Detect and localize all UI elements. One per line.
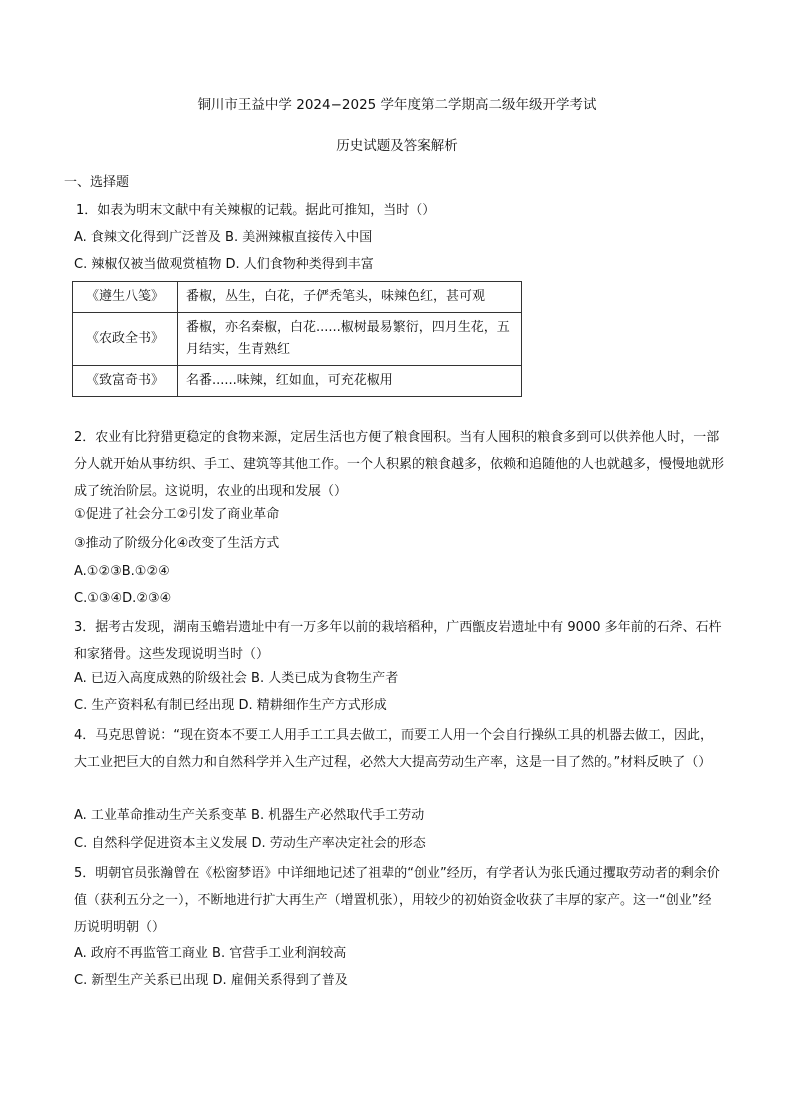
q2-options-cd: C.①③④D.②③④ <box>74 591 172 606</box>
table-cell-text: 番椒，亦名秦椒，白花......椒树最易繁衍，四月生花，五月结实，生青熟红 <box>178 313 522 366</box>
table-row <box>73 282 522 313</box>
table-cell-book: 《遵生八笺》 <box>73 282 178 313</box>
q4-options-ab: A. 工业革命推动生产关系变革 B. 机器生产必然取代手工劳动 <box>74 808 425 823</box>
table-cell-book: 《致富奇书》 <box>73 366 178 397</box>
q4-options-cd: C. 自然科学促进资本主义发展 D. 劳动生产率决定社会的形态 <box>74 836 426 851</box>
q1-options-cd: C. 辣椒仅被当做观赏植物 D. 人们食物种类得到丰富 <box>74 257 374 272</box>
table-cell-text: 名番......味辣，红如血，可充花椒用 <box>178 366 522 397</box>
q1-options-ab: A. 食辣文化得到广泛普及 B. 美洲辣椒直接传入中国 <box>74 230 373 245</box>
section-heading: 一、选择题 <box>64 175 130 190</box>
table-row <box>73 366 522 397</box>
q2-stem: 2．农业有比狩猎更稳定的食物来源，定居生活也方便了粮食囤积。当有人囤积的粮食多到可以供养他人时，一部分人就开始从事纺织、手工、建筑等其他工作。一个人积累的粮食越多，依赖和追随他的人也就越多，慢慢地就形成了统治阶层。这说明，农业的出现和发展（） <box>74 430 725 499</box>
q3-stem: 3．据考古发现，湖南玉蟾岩遗址中有一万多年以前的栽培稻种，广西甑皮岩遗址中有 9000 多年前的石斧、石杵和家猪骨。这些发现说明当时（） <box>74 620 722 662</box>
q1-stem: 1．如表为明末文献中有关辣椒的记载。据此可推知，当时（） <box>76 203 436 218</box>
q5-options-ab: A. 政府不再监管工商业 B. 官营手工业利润较高 <box>74 946 347 961</box>
q3-options-cd: C. 生产资料私有制已经出现 D. 精耕细作生产方式形成 <box>74 698 387 713</box>
q5-options-cd: C. 新型生产关系已出现 D. 雇佣关系得到了普及 <box>74 973 348 988</box>
q3-options-ab: A. 已迈入高度成熟的阶级社会 B. 人类已成为食物生产者 <box>74 671 399 686</box>
table-row <box>73 313 522 366</box>
q2-options-ab: A.①②③B.①②④ <box>74 564 170 579</box>
q2-items-1-2: ①促进了社会分工②引发了商业革命 <box>74 507 280 522</box>
table-cell-text: 番椒，丛生，白花，子俨秃笔头，味辣色红，甚可观 <box>178 282 522 313</box>
exam-subtitle: 历史试题及答案解析 <box>336 138 458 154</box>
q5-stem: 5．明朝官员张瀚曾在《松窗梦语》中详细地记述了祖辈的“创业”经历，有学者认为张氏通过攫取劳动者的剩余价值（获利五分之一），不断地进行扩大再生产（增置机张），用较少的初始资金收获了丰厚的家产。这一“创业”经历说明明朝（） <box>74 866 720 935</box>
q2-items-3-4: ③推动了阶级分化④改变了生活方式 <box>74 536 280 551</box>
q4-stem: 4．马克思曾说：“现在资本不要工人用手工工具去做工，而要工人用一个会自行操纵工具的机器去做工，因此，大工业把巨大的自然力和自然科学并入生产过程，必然大大提高劳动生产率，这是一目了然的。”材料反映了（） <box>74 728 714 770</box>
exam-title: 铜川市王益中学 2024−2025 学年度第二学期高二级年级开学考试 <box>197 97 597 113</box>
table-cell-book: 《农政全书》 <box>73 313 178 366</box>
q1-source-table <box>72 281 522 397</box>
